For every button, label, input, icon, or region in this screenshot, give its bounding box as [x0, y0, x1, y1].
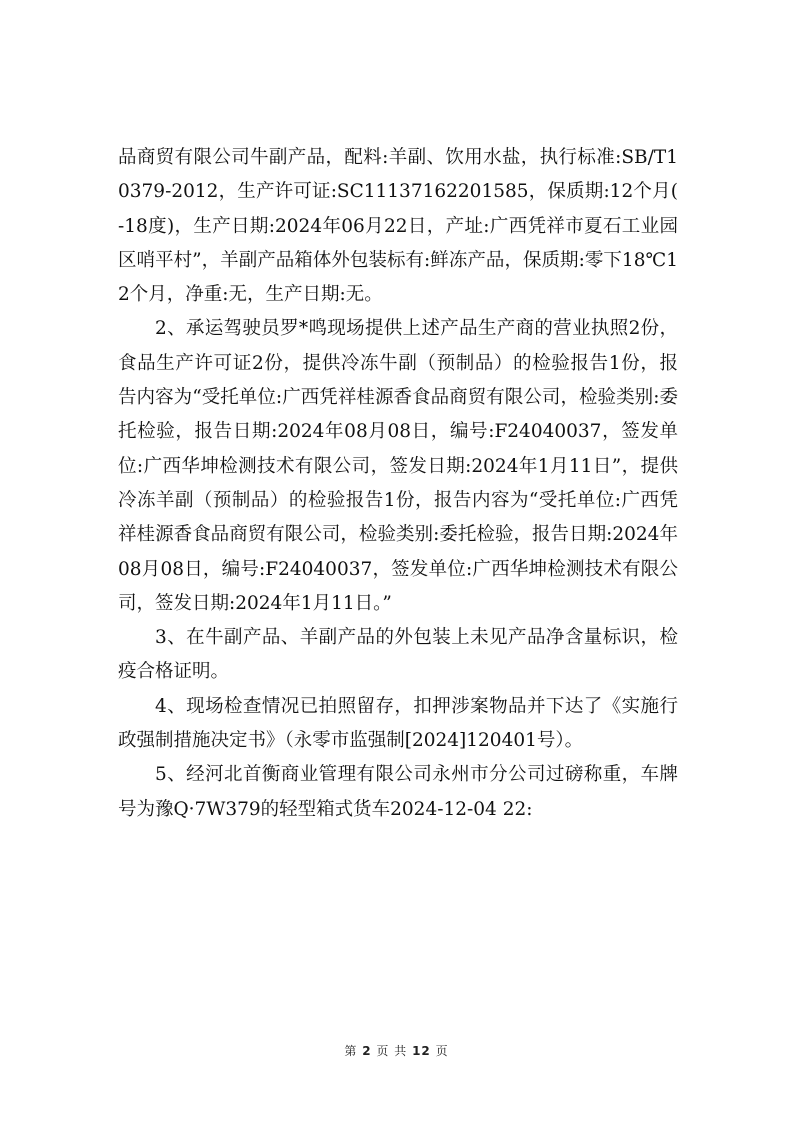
footer-prefix: 第 — [344, 1044, 358, 1058]
paragraph-item-2: 2、承运驾驶员罗*鸣现场提供上述产品生产商的营业执照2份，食品生产许可证2份，提供冷冻牛副（预制品）的检验报告1份，报告内容为“受托单位:广西凭祥桂源香食品商贸有限公司，检验类别:委托检验，报告日期:2024年08月08日，编号:F24040037，签发单位:广西华坤检测技术有限公司，签发日期:2024年1月11日”，提供冷冻羊副（预制品）的检验报告1份，报告内容为“受托单位:广西凭祥桂源香食品商贸有限公司，检验类别:委托检验，报告日期:2024年08月08日，编号:F24040037，签发单位:广西华坤检测技术有限公司，签发日期:2024年1月11日。” — [118, 318, 678, 614]
paragraph-continued: 品商贸有限公司牛副产品，配料:羊副、饮用水盐，执行标准:SB/T10379-2012，生产许可证:SC11137162201585，保质期:12个月(-18度)，生产日期:2024年06月22日，产址:广西凭祥市夏石工业园区哨平村”，羊副产品箱体外包装标有:鲜冻产品，保质期:零下18℃12个月，净重:无，生产日期:无。 — [118, 147, 678, 306]
footer-suffix: 页 — [435, 1044, 449, 1058]
document-body — [118, 141, 678, 827]
paragraph-item-4: 4、现场检查情况已拍照留存，扣押涉案物品并下达了《实施行政强制措施决定书》（永零市监强制[2024]120401号）。 — [118, 695, 678, 752]
page-footer — [0, 1042, 793, 1059]
footer-page-number: 2 — [362, 1044, 372, 1058]
footer-total-pages: 12 — [412, 1044, 431, 1058]
paragraph-item-5: 5、经河北首衡商业管理有限公司永州市分公司过磅称重，车牌号为豫Q·7W379的轻型箱式货车2024-12-04 22: — [118, 764, 678, 820]
paragraph-item-3: 3、在牛副产品、羊副产品的外包装上未见产品净含量标识，检疫合格证明。 — [118, 627, 678, 683]
footer-middle: 页 共 — [376, 1044, 408, 1058]
